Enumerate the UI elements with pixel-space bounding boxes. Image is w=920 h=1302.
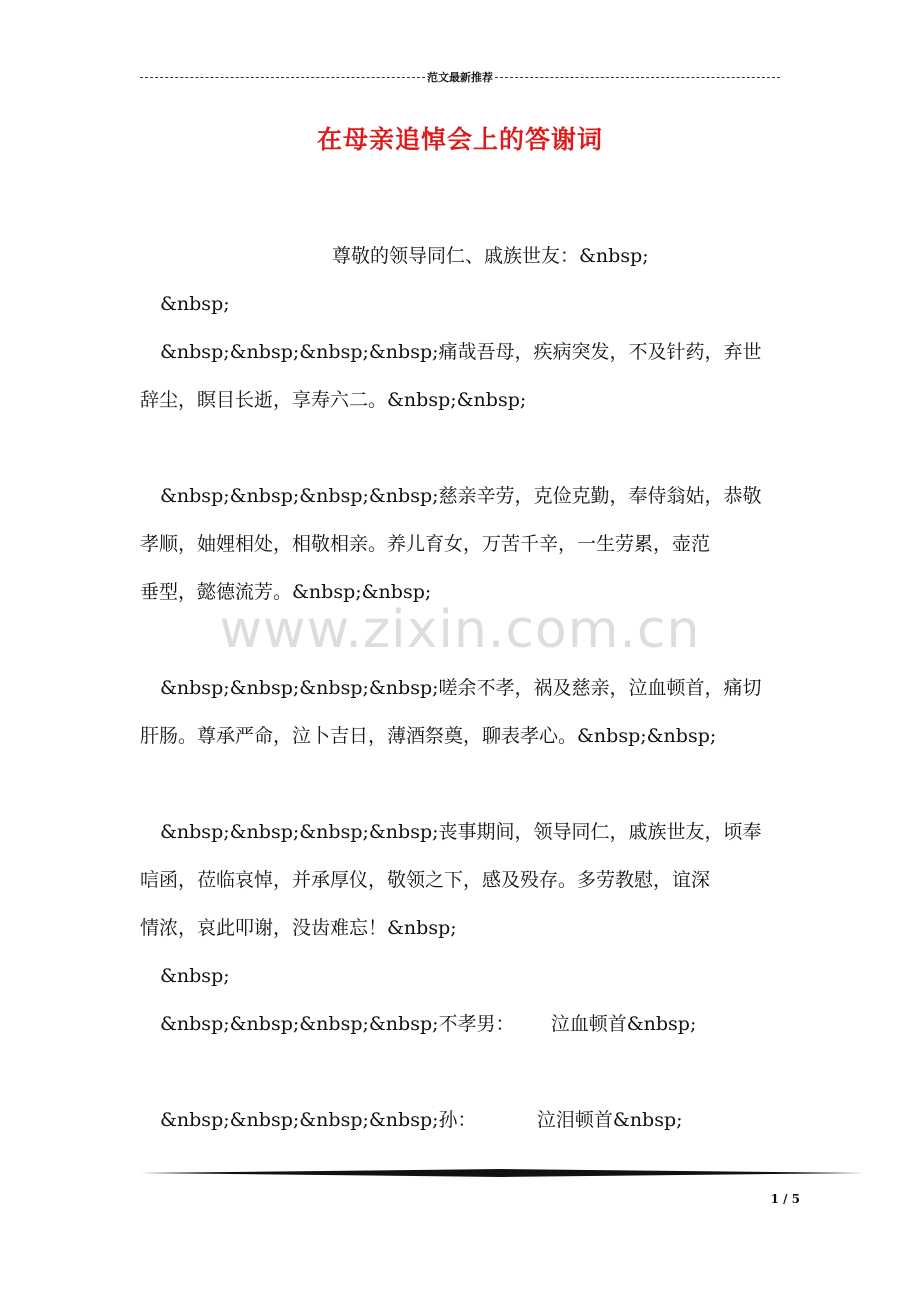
header-dash-right [495, 77, 780, 78]
blank-line: &nbsp; [160, 965, 230, 987]
paragraph-4-line-3: 情浓，哀此叩谢，没齿难忘！&nbsp; [140, 917, 457, 939]
paragraph-2-line-2: 孝顺，妯娌相处，相敬相亲。养儿育女，万苦千辛，一生劳累，壶范 [140, 533, 711, 555]
signature-grandson: &nbsp;&nbsp;&nbsp;&nbsp;孙： 泣泪顿首&nbsp; [160, 1109, 683, 1131]
greeting: 尊敬的领导同仁、戚族世友：&nbsp; [332, 245, 649, 267]
paragraph-2-line-1: &nbsp;&nbsp;&nbsp;&nbsp;慈亲辛劳，克俭克勤，奉侍翁姑，恭敬 [160, 485, 762, 507]
header-dash-left [140, 77, 425, 78]
paragraph-2-line-3: 垂型，懿德流芳。&nbsp;&nbsp; [140, 581, 432, 603]
paragraph-1-line-2: 辞尘，瞑目长逝，享寿六二。&nbsp;&nbsp; [140, 389, 527, 411]
paragraph-4-line-2: 唁函，莅临哀悼，并承厚仪，敬领之下，感及殁存。多劳教慰，谊深 [140, 869, 711, 891]
signature-son: &nbsp;&nbsp;&nbsp;&nbsp;不孝男： 泣血顿首&nbsp; [160, 1013, 697, 1035]
paragraph-3-line-1: &nbsp;&nbsp;&nbsp;&nbsp;嗟余不孝，祸及慈亲，泣血顿首，痛切 [160, 677, 762, 699]
page-number: 1 / 5 [770, 1192, 800, 1206]
paragraph-1-line-1: &nbsp;&nbsp;&nbsp;&nbsp;痛哉吾母，疾病突发，不及针药，弃世 [160, 341, 762, 363]
watermark: www.zixin.com.cn [219, 600, 701, 660]
paragraph-gap [140, 760, 785, 808]
header-rule [140, 68, 780, 86]
paragraph-gap [140, 616, 785, 664]
document-title: 在母亲追悼会上的答谢词 [316, 125, 603, 154]
paragraph-3-line-2: 肝肠。尊承严命，泣卜吉日，薄酒祭奠，聊表孝心。&nbsp;&nbsp; [140, 725, 717, 747]
paragraph-gap [140, 424, 785, 472]
document-body [140, 232, 785, 1144]
paragraph-gap [140, 1048, 785, 1096]
paragraph-4-line-1: &nbsp;&nbsp;&nbsp;&nbsp;丧事期间，领导同仁，戚族世友，顷奉 [160, 821, 762, 843]
blank-line: &nbsp; [160, 293, 230, 315]
header-label: 范文最新推荐 [427, 71, 493, 84]
footer-rule [140, 1168, 864, 1178]
